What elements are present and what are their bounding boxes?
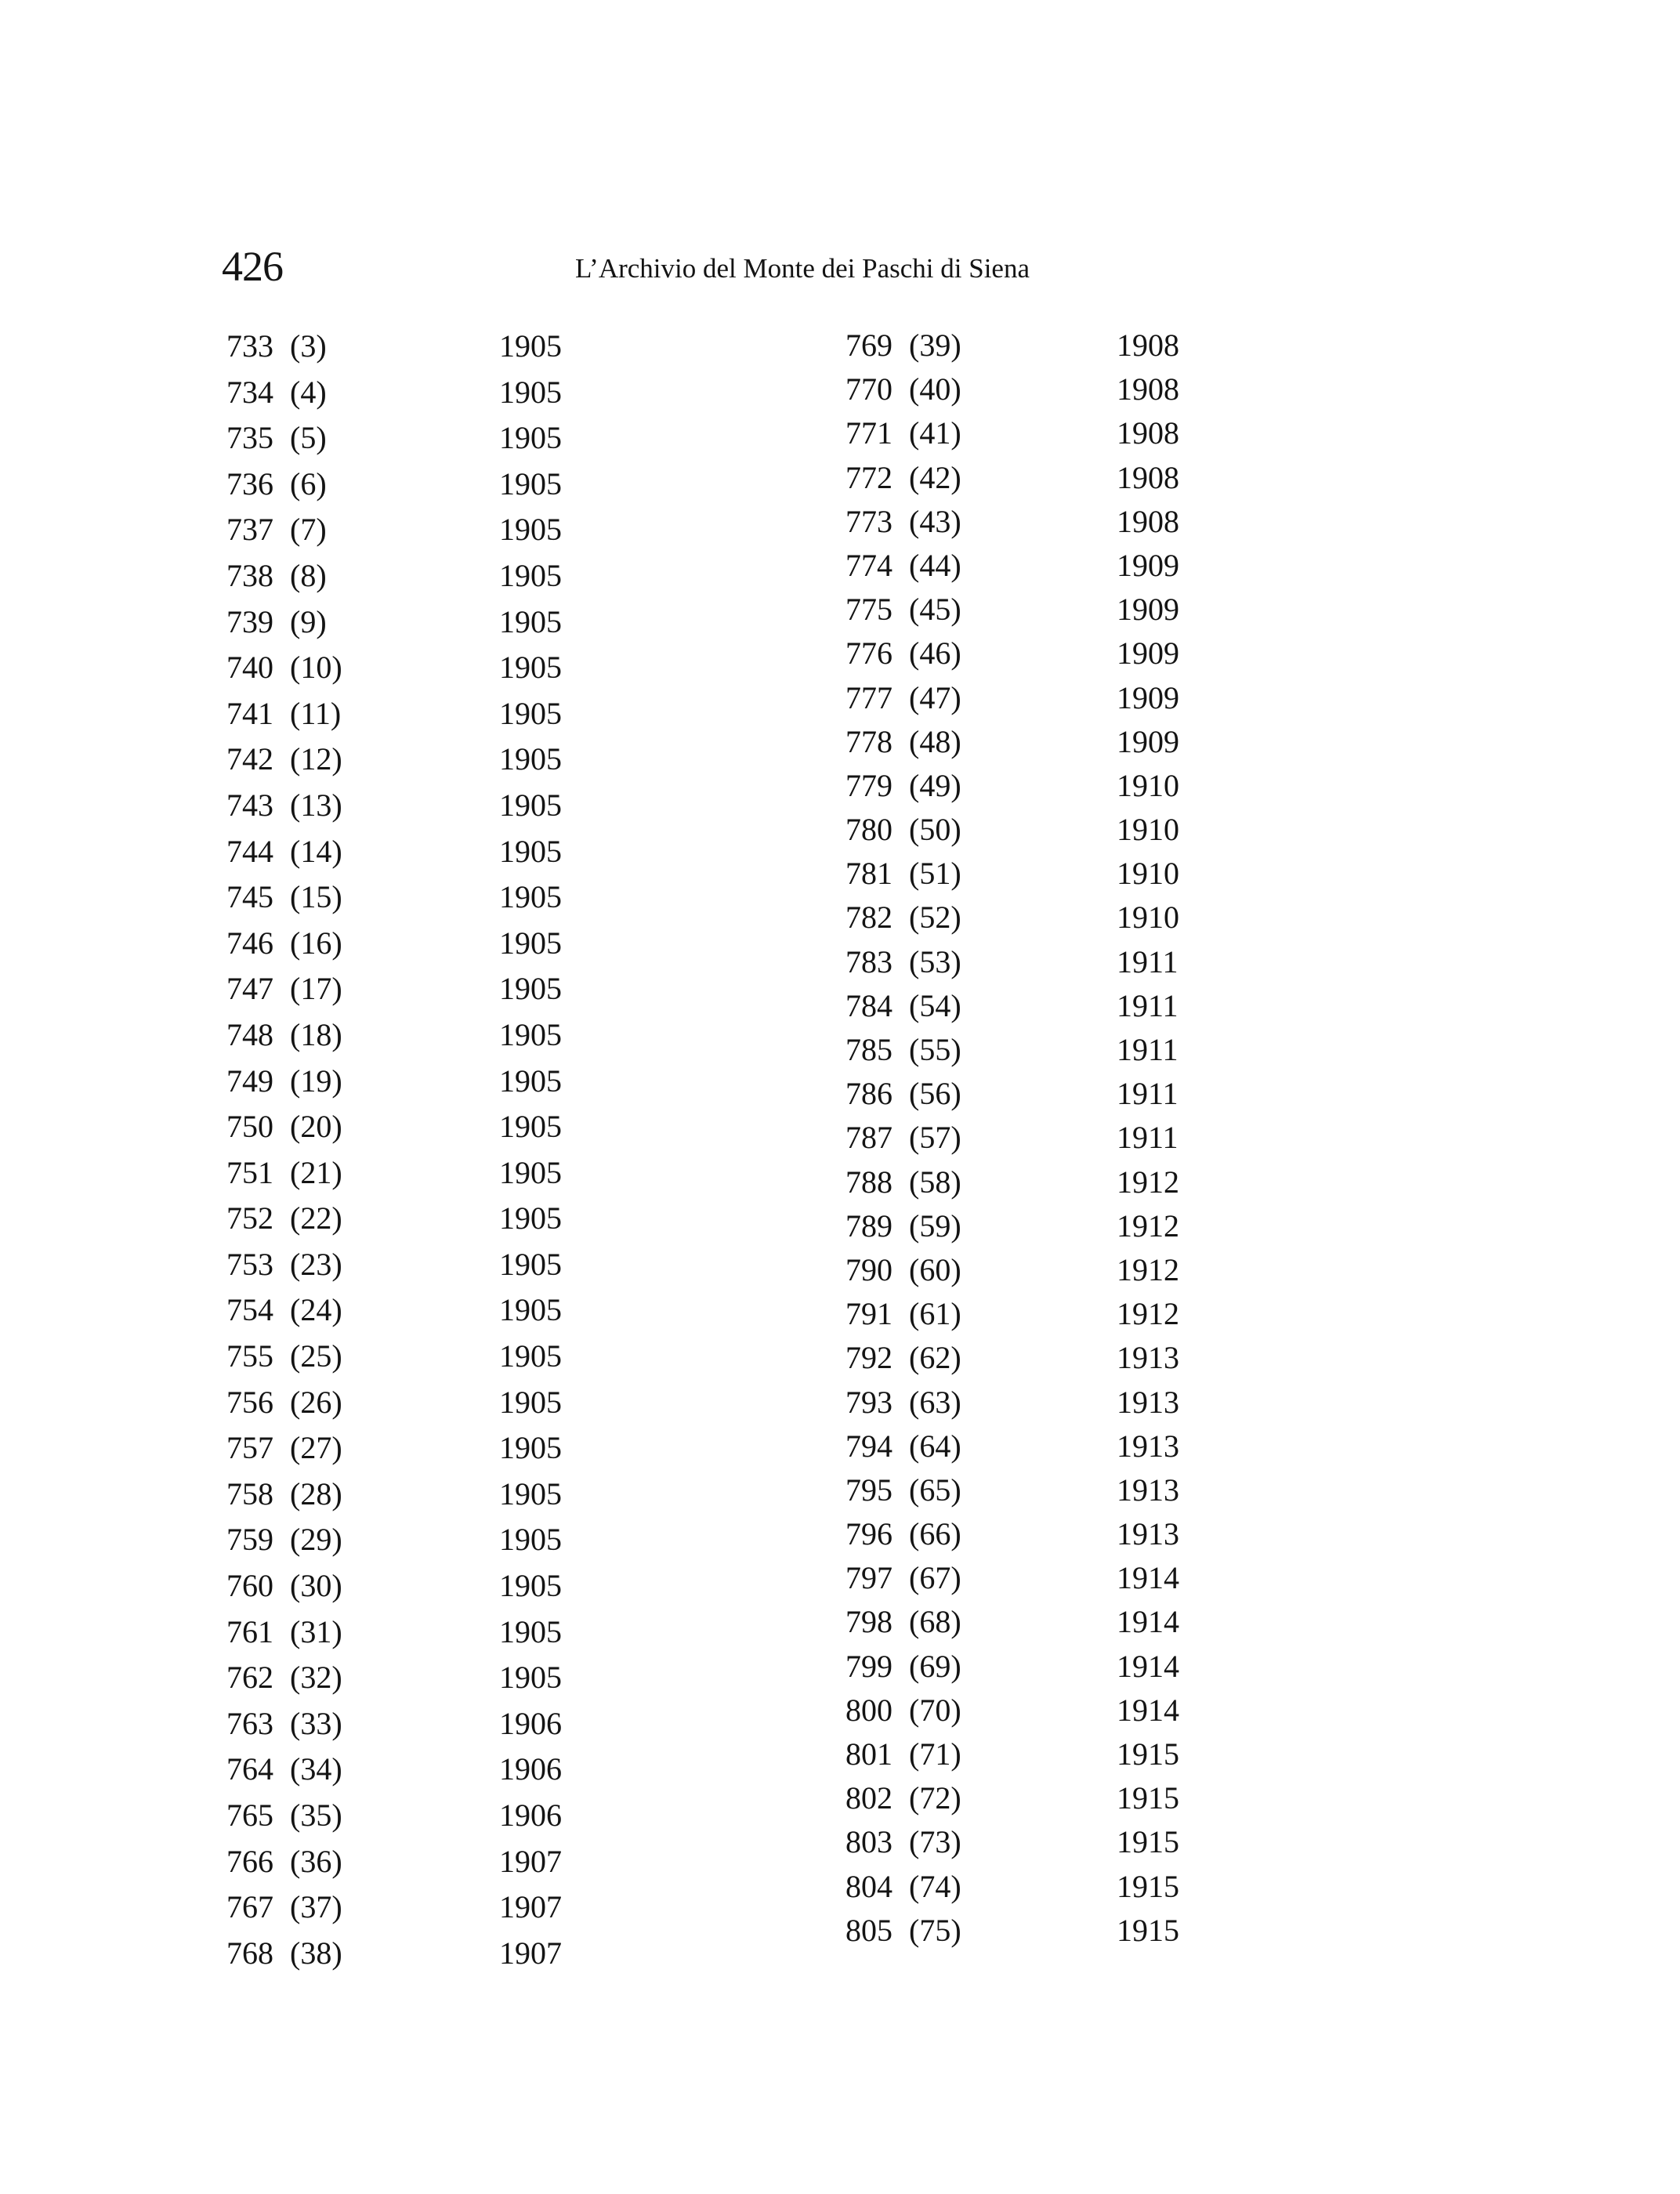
entry-number: 733 [226, 328, 273, 364]
entry-year: 1905 [499, 1200, 562, 1236]
entry-number: 789 [845, 1207, 892, 1244]
index-entry [840, 324, 1680, 367]
entry-number: 802 [845, 1780, 892, 1816]
index-column-right [840, 324, 1680, 1953]
entry-number: 775 [845, 592, 892, 628]
entry-number: 762 [226, 1660, 273, 1696]
entry-sequence: (40) [909, 371, 961, 407]
entry-year: 1910 [1117, 856, 1179, 892]
entry-year: 1905 [499, 741, 562, 777]
entry-sequence: (14) [290, 833, 342, 869]
entry-sequence: (45) [909, 592, 961, 628]
index-entry [840, 367, 1680, 411]
entry-sequence: (9) [290, 603, 327, 639]
entry-year: 1911 [1117, 1120, 1179, 1156]
entry-sequence: (62) [909, 1340, 961, 1376]
entry-sequence: (39) [909, 328, 961, 363]
entry-sequence: (38) [290, 1935, 342, 1971]
index-entry [0, 1931, 840, 1977]
index-entry [840, 1204, 1680, 1248]
entry-year: 1905 [499, 603, 562, 639]
entry-year: 1905 [499, 1016, 562, 1052]
entry-sequence: (57) [909, 1120, 961, 1156]
entry-number: 783 [845, 943, 892, 979]
entry-sequence: (30) [290, 1568, 342, 1604]
entry-year: 1908 [1117, 459, 1179, 495]
entry-number: 738 [226, 557, 273, 593]
entry-sequence: (73) [909, 1824, 961, 1860]
entry-year: 1913 [1117, 1516, 1179, 1552]
entry-year: 1912 [1117, 1296, 1179, 1332]
entry-sequence: (6) [290, 465, 327, 501]
entry-number: 742 [226, 741, 273, 777]
entry-year: 1905 [499, 1246, 562, 1282]
index-entry [840, 1645, 1680, 1689]
entry-number: 784 [845, 987, 892, 1023]
entry-number: 774 [845, 547, 892, 583]
entry-sequence: (15) [290, 879, 342, 915]
index-entry [840, 456, 1680, 500]
entry-year: 1912 [1117, 1164, 1179, 1200]
entry-year: 1905 [499, 1154, 562, 1190]
entry-year: 1913 [1117, 1384, 1179, 1420]
entry-sequence: (72) [909, 1780, 961, 1816]
index-entry [0, 462, 840, 508]
index-entry [0, 829, 840, 875]
entry-number: 779 [845, 767, 892, 803]
entry-number: 739 [226, 603, 273, 639]
entry-year: 1909 [1117, 635, 1179, 672]
entry-sequence: (23) [290, 1246, 342, 1282]
entry-sequence: (50) [909, 812, 961, 848]
entry-year: 1905 [499, 879, 562, 915]
entry-number: 793 [845, 1384, 892, 1420]
index-entry [0, 1380, 840, 1426]
entry-number: 743 [226, 787, 273, 823]
entry-year: 1905 [499, 971, 562, 1007]
entry-number: 792 [845, 1340, 892, 1376]
entry-year: 1905 [499, 1063, 562, 1099]
entry-year: 1910 [1117, 767, 1179, 803]
entry-year: 1906 [499, 1751, 562, 1787]
running-header: L’Archivio del Monte dei Paschi di Siena [575, 253, 1030, 284]
entry-number: 751 [226, 1154, 273, 1190]
entry-sequence: (37) [290, 1889, 342, 1925]
entry-year: 1914 [1117, 1560, 1179, 1596]
entry-sequence: (32) [290, 1660, 342, 1696]
entry-year: 1908 [1117, 503, 1179, 539]
entry-number: 767 [226, 1889, 273, 1925]
index-entry [0, 1517, 840, 1563]
page-number: 426 [222, 243, 283, 290]
index-entry [0, 370, 840, 416]
entry-year: 1905 [499, 1660, 562, 1696]
entry-number: 760 [226, 1568, 273, 1604]
entry-sequence: (5) [290, 420, 327, 456]
entry-number: 749 [226, 1063, 273, 1099]
entry-year: 1913 [1117, 1340, 1179, 1376]
entry-sequence: (10) [290, 650, 342, 686]
entry-year: 1905 [499, 787, 562, 823]
entry-number: 741 [226, 695, 273, 731]
entry-year: 1909 [1117, 679, 1179, 715]
entry-sequence: (46) [909, 635, 961, 672]
entry-year: 1905 [499, 1109, 562, 1145]
index-entry [0, 1104, 840, 1150]
entry-sequence: (58) [909, 1164, 961, 1200]
index-entry [0, 1793, 840, 1839]
index-entry [0, 1839, 840, 1885]
entry-sequence: (13) [290, 787, 342, 823]
entry-number: 800 [845, 1692, 892, 1728]
entry-number: 771 [845, 415, 892, 451]
entry-sequence: (68) [909, 1604, 961, 1640]
entry-number: 736 [226, 465, 273, 501]
entry-sequence: (18) [290, 1016, 342, 1052]
entry-number: 780 [845, 812, 892, 848]
entry-year: 1905 [499, 420, 562, 456]
entry-number: 804 [845, 1868, 892, 1904]
entry-year: 1913 [1117, 1472, 1179, 1508]
entry-number: 745 [226, 879, 273, 915]
entry-sequence: (44) [909, 547, 961, 583]
entry-number: 735 [226, 420, 273, 456]
entry-sequence: (48) [909, 723, 961, 759]
index-entry [0, 1334, 840, 1380]
index-entry [0, 415, 840, 462]
entry-sequence: (55) [909, 1032, 961, 1067]
index-entry [0, 507, 840, 553]
entry-sequence: (70) [909, 1692, 961, 1728]
entry-sequence: (64) [909, 1428, 961, 1464]
index-entry [840, 1865, 1680, 1909]
entry-sequence: (16) [290, 925, 342, 961]
entry-year: 1907 [499, 1935, 562, 1971]
index-entry [840, 1160, 1680, 1204]
entry-year: 1906 [499, 1705, 562, 1741]
index-entry [0, 874, 840, 921]
entry-year: 1911 [1117, 987, 1179, 1023]
index-entry [840, 984, 1680, 1028]
index-entry [0, 1242, 840, 1288]
entry-number: 790 [845, 1251, 892, 1287]
entry-year: 1910 [1117, 812, 1179, 848]
entry-sequence: (56) [909, 1076, 961, 1112]
entry-number: 758 [226, 1475, 273, 1512]
entry-year: 1915 [1117, 1780, 1179, 1816]
entry-sequence: (66) [909, 1516, 961, 1552]
entry-year: 1905 [499, 1338, 562, 1374]
index-entry [840, 1072, 1680, 1116]
entry-sequence: (19) [290, 1063, 342, 1099]
entry-sequence: (41) [909, 415, 961, 451]
entry-year: 1905 [499, 374, 562, 410]
entry-sequence: (24) [290, 1292, 342, 1328]
entry-sequence: (54) [909, 987, 961, 1023]
index-entry [840, 632, 1680, 675]
entry-year: 1905 [499, 1522, 562, 1558]
index-entry [840, 1292, 1680, 1336]
entry-number: 782 [845, 900, 892, 936]
entry-year: 1911 [1117, 1032, 1179, 1067]
entry-number: 756 [226, 1384, 273, 1420]
entry-year: 1908 [1117, 371, 1179, 407]
entry-sequence: (75) [909, 1912, 961, 1948]
entry-sequence: (17) [290, 971, 342, 1007]
entry-sequence: (60) [909, 1251, 961, 1287]
index-entry [840, 544, 1680, 588]
entry-year: 1905 [499, 465, 562, 501]
entry-year: 1909 [1117, 723, 1179, 759]
index-entry [840, 764, 1680, 808]
entry-sequence: (11) [290, 695, 342, 731]
entry-sequence: (29) [290, 1522, 342, 1558]
entry-year: 1907 [499, 1843, 562, 1879]
index-entry [0, 921, 840, 967]
index-entry [840, 1468, 1680, 1512]
entry-number: 805 [845, 1912, 892, 1948]
entry-year: 1914 [1117, 1604, 1179, 1640]
entry-year: 1908 [1117, 328, 1179, 363]
index-entry [840, 896, 1680, 940]
entry-year: 1905 [499, 695, 562, 731]
entry-sequence: (61) [909, 1296, 961, 1332]
entry-number: 759 [226, 1522, 273, 1558]
entry-number: 788 [845, 1164, 892, 1200]
entry-year: 1913 [1117, 1428, 1179, 1464]
entry-number: 801 [845, 1736, 892, 1772]
entry-sequence: (25) [290, 1338, 342, 1374]
entry-sequence: (35) [290, 1798, 342, 1833]
index-column-left [0, 324, 840, 1976]
index-entry [0, 1563, 840, 1609]
entry-sequence: (52) [909, 900, 961, 936]
entry-number: 799 [845, 1648, 892, 1684]
entry-number: 752 [226, 1200, 273, 1236]
entry-year: 1915 [1117, 1824, 1179, 1860]
entry-number: 768 [226, 1935, 273, 1971]
entry-sequence: (47) [909, 679, 961, 715]
index-entry [0, 1059, 840, 1105]
index-entry [0, 1196, 840, 1242]
entry-sequence: (3) [290, 328, 327, 364]
index-entry [0, 1012, 840, 1059]
entry-year: 1910 [1117, 900, 1179, 936]
entry-sequence: (31) [290, 1613, 342, 1649]
entry-year: 1905 [499, 1613, 562, 1649]
entry-number: 778 [845, 723, 892, 759]
index-entry [840, 1425, 1680, 1468]
entry-year: 1905 [499, 1568, 562, 1604]
entry-year: 1914 [1117, 1692, 1179, 1728]
entry-year: 1905 [499, 1430, 562, 1466]
index-entry [840, 1556, 1680, 1600]
index-entry [840, 411, 1680, 455]
entry-sequence: (21) [290, 1154, 342, 1190]
index-entry [840, 808, 1680, 852]
entry-year: 1907 [499, 1889, 562, 1925]
index-entry [840, 1248, 1680, 1292]
entry-number: 796 [845, 1516, 892, 1552]
index-entry [840, 1116, 1680, 1160]
entry-year: 1905 [499, 833, 562, 869]
entry-number: 754 [226, 1292, 273, 1328]
entry-sequence: (65) [909, 1472, 961, 1508]
index-entry [0, 1472, 840, 1518]
index-entry [0, 737, 840, 783]
index-entry [840, 1732, 1680, 1776]
entry-number: 773 [845, 503, 892, 539]
entry-sequence: (26) [290, 1384, 342, 1420]
entry-number: 795 [845, 1472, 892, 1508]
entry-year: 1915 [1117, 1868, 1179, 1904]
index-entry [840, 588, 1680, 632]
entry-sequence: (22) [290, 1200, 342, 1236]
entry-number: 763 [226, 1705, 273, 1741]
entry-sequence: (43) [909, 503, 961, 539]
entry-sequence: (4) [290, 374, 327, 410]
entry-number: 794 [845, 1428, 892, 1464]
entry-number: 765 [226, 1798, 273, 1833]
entry-number: 766 [226, 1843, 273, 1879]
entry-year: 1914 [1117, 1648, 1179, 1684]
entry-number: 781 [845, 856, 892, 892]
index-entry [840, 1820, 1680, 1864]
entry-sequence: (8) [290, 557, 327, 593]
index-entry [0, 324, 840, 370]
entry-number: 798 [845, 1604, 892, 1640]
entry-number: 797 [845, 1560, 892, 1596]
index-entry [840, 676, 1680, 720]
index-entry [0, 1150, 840, 1197]
index-entry [0, 1884, 840, 1931]
index-entry [840, 1336, 1680, 1380]
entry-sequence: (67) [909, 1560, 961, 1596]
entry-year: 1908 [1117, 415, 1179, 451]
index-entry [0, 783, 840, 829]
entry-sequence: (33) [290, 1705, 342, 1741]
entry-sequence: (36) [290, 1843, 342, 1879]
entry-sequence: (59) [909, 1207, 961, 1244]
entry-year: 1915 [1117, 1736, 1179, 1772]
index-entry [0, 1287, 840, 1334]
entry-year: 1912 [1117, 1207, 1179, 1244]
entry-year: 1911 [1117, 1076, 1179, 1112]
entry-year: 1905 [499, 557, 562, 593]
entry-year: 1915 [1117, 1912, 1179, 1948]
entry-number: 764 [226, 1751, 273, 1787]
entry-year: 1905 [499, 512, 562, 548]
index-entry [0, 966, 840, 1012]
entry-sequence: (51) [909, 856, 961, 892]
index-entry [840, 1600, 1680, 1644]
index-entry [840, 852, 1680, 896]
entry-sequence: (12) [290, 741, 342, 777]
index-entry [840, 940, 1680, 984]
index-entry [0, 645, 840, 691]
entry-year: 1905 [499, 650, 562, 686]
entry-year: 1912 [1117, 1251, 1179, 1287]
entry-sequence: (20) [290, 1109, 342, 1145]
entry-number: 753 [226, 1246, 273, 1282]
entry-number: 785 [845, 1032, 892, 1067]
entry-year: 1905 [499, 1384, 562, 1420]
entry-number: 791 [845, 1296, 892, 1332]
entry-number: 770 [845, 371, 892, 407]
index-entry [0, 1701, 840, 1747]
entry-year: 1905 [499, 1292, 562, 1328]
entry-sequence: (63) [909, 1384, 961, 1420]
entry-number: 786 [845, 1076, 892, 1112]
index-entry [0, 553, 840, 599]
index-entry [0, 1425, 840, 1472]
entry-number: 747 [226, 971, 273, 1007]
index-entry [840, 500, 1680, 544]
entry-year: 1905 [499, 1475, 562, 1512]
entry-year: 1905 [499, 925, 562, 961]
entry-sequence: (42) [909, 459, 961, 495]
entry-number: 776 [845, 635, 892, 672]
index-entry [0, 1609, 840, 1656]
entry-year: 1909 [1117, 592, 1179, 628]
entry-sequence: (53) [909, 943, 961, 979]
entry-sequence: (7) [290, 512, 327, 548]
entry-number: 734 [226, 374, 273, 410]
entry-number: 750 [226, 1109, 273, 1145]
entry-number: 803 [845, 1824, 892, 1860]
entry-number: 744 [226, 833, 273, 869]
index-entry [840, 720, 1680, 764]
entry-number: 777 [845, 679, 892, 715]
entry-year: 1905 [499, 328, 562, 364]
entry-number: 746 [226, 925, 273, 961]
entry-number: 737 [226, 512, 273, 548]
index-entry [840, 1381, 1680, 1425]
index-entry [0, 691, 840, 737]
entry-number: 748 [226, 1016, 273, 1052]
index-entry [840, 1776, 1680, 1820]
index-entry [840, 1028, 1680, 1072]
entry-sequence: (69) [909, 1648, 961, 1684]
entry-sequence: (28) [290, 1475, 342, 1512]
entry-number: 761 [226, 1613, 273, 1649]
entry-sequence: (74) [909, 1868, 961, 1904]
entry-sequence: (34) [290, 1751, 342, 1787]
entry-number: 740 [226, 650, 273, 686]
index-entry [840, 1909, 1680, 1953]
entry-number: 787 [845, 1120, 892, 1156]
index-entry [840, 1689, 1680, 1732]
entry-number: 769 [845, 328, 892, 363]
index-entry [0, 1747, 840, 1793]
entry-year: 1911 [1117, 943, 1179, 979]
index-entry [0, 1655, 840, 1701]
index-entry [840, 1512, 1680, 1556]
entry-number: 757 [226, 1430, 273, 1466]
entry-sequence: (49) [909, 767, 961, 803]
entry-year: 1909 [1117, 547, 1179, 583]
entry-sequence: (27) [290, 1430, 342, 1466]
entry-number: 772 [845, 459, 892, 495]
entry-year: 1906 [499, 1798, 562, 1833]
entry-sequence: (71) [909, 1736, 961, 1772]
index-entry [0, 599, 840, 646]
entry-number: 755 [226, 1338, 273, 1374]
